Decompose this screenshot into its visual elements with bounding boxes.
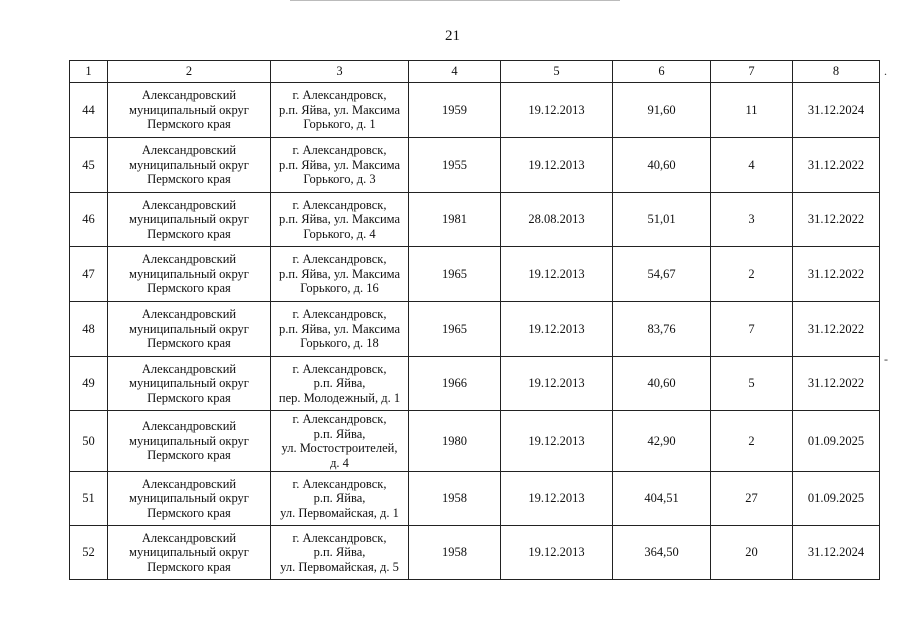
count-cell: 4 <box>711 138 793 193</box>
column-header: 5 <box>501 61 613 83</box>
owner-cell-line: Александровский <box>141 419 237 434</box>
owner-cell <box>108 472 271 526</box>
owner-cell-line: Александровский <box>141 252 237 267</box>
owner-cell-line: муниципальный округ <box>129 102 249 117</box>
owner-cell-line: Пермского края <box>147 226 231 241</box>
column-header: 4 <box>409 61 501 83</box>
address-cell-line: р.п. Яйва, ул. Максима <box>278 157 401 172</box>
address-cell <box>271 247 409 302</box>
date-cell: 19.12.2013 <box>501 411 613 472</box>
row-number: 50 <box>70 411 108 472</box>
address-cell-line: г. Александровск, <box>292 476 387 491</box>
count-cell: 11 <box>711 83 793 138</box>
deadline-cell: 31.12.2024 <box>793 83 880 138</box>
address-cell-line: Горького, д. 18 <box>300 336 379 351</box>
date-cell: 19.12.2013 <box>501 526 613 580</box>
year-cell: 1958 <box>409 472 501 526</box>
row-number: 45 <box>70 138 108 193</box>
date-cell: 19.12.2013 <box>501 247 613 302</box>
owner-cell-line: Пермского края <box>147 281 231 296</box>
year-cell: 1966 <box>409 357 501 411</box>
address-cell <box>271 83 409 138</box>
owner-cell <box>108 138 271 193</box>
table-row <box>70 302 880 357</box>
address-cell-line: пер. Молодежный, д. 1 <box>278 390 401 405</box>
owner-cell-line: Пермского края <box>147 390 231 405</box>
date-cell: 19.12.2013 <box>501 472 613 526</box>
address-cell <box>271 472 409 526</box>
owner-cell <box>108 526 271 580</box>
row-number: 48 <box>70 302 108 357</box>
count-cell: 7 <box>711 302 793 357</box>
deadline-cell: 31.12.2024 <box>793 526 880 580</box>
address-cell-line: Горького, д. 3 <box>303 172 376 187</box>
address-cell-line: р.п. Яйва, <box>313 426 366 441</box>
year-cell: 1980 <box>409 411 501 472</box>
column-header: 2 <box>108 61 271 83</box>
column-header: 7 <box>711 61 793 83</box>
column-header: 3 <box>271 61 409 83</box>
deadline-cell: 31.12.2022 <box>793 138 880 193</box>
owner-cell-line: муниципальный округ <box>129 376 249 391</box>
date-cell: 19.12.2013 <box>501 357 613 411</box>
address-cell-line: р.п. Яйва, ул. Максима <box>278 212 401 227</box>
date-cell: 28.08.2013 <box>501 193 613 247</box>
deadline-cell: 31.12.2022 <box>793 193 880 247</box>
address-cell-line: р.п. Яйва, <box>313 491 366 506</box>
owner-cell-line: Пермского края <box>147 448 231 463</box>
housing-table <box>69 60 880 580</box>
top-scan-rule <box>290 0 620 1</box>
address-cell-line: р.п. Яйва, <box>313 376 366 391</box>
area-cell: 364,50 <box>613 526 711 580</box>
deadline-cell: 31.12.2022 <box>793 357 880 411</box>
date-cell: 19.12.2013 <box>501 138 613 193</box>
address-cell-line: Горького, д. 16 <box>300 281 379 296</box>
address-cell-line: д. 4 <box>330 455 349 470</box>
owner-cell-line: Александровский <box>141 88 237 103</box>
deadline-cell: 31.12.2022 <box>793 247 880 302</box>
address-cell-line: г. Александровск, <box>292 412 387 426</box>
year-cell: 1958 <box>409 526 501 580</box>
count-cell: 2 <box>711 411 793 472</box>
owner-cell-line: Пермского края <box>147 336 231 351</box>
address-cell <box>271 193 409 247</box>
area-cell: 404,51 <box>613 472 711 526</box>
area-cell: 51,01 <box>613 193 711 247</box>
row-number: 44 <box>70 83 108 138</box>
table-row <box>70 193 880 247</box>
row-number: 49 <box>70 357 108 411</box>
area-cell: 42,90 <box>613 411 711 472</box>
address-cell-line: р.п. Яйва, ул. Максима <box>278 321 401 336</box>
table-row <box>70 357 880 411</box>
table-row <box>70 138 880 193</box>
table-row <box>70 472 880 526</box>
column-header: 6 <box>613 61 711 83</box>
owner-cell-line: Александровский <box>141 530 237 545</box>
area-cell: 40,60 <box>613 138 711 193</box>
owner-cell-line: муниципальный округ <box>129 491 249 506</box>
address-cell <box>271 302 409 357</box>
owner-cell <box>108 411 271 472</box>
owner-cell <box>108 83 271 138</box>
area-cell: 40,60 <box>613 357 711 411</box>
date-cell: 19.12.2013 <box>501 83 613 138</box>
address-cell-line: г. Александровск, <box>292 197 387 212</box>
margin-mark: - <box>884 352 888 366</box>
count-cell: 27 <box>711 472 793 526</box>
address-cell <box>271 411 409 472</box>
address-cell <box>271 526 409 580</box>
owner-cell <box>108 193 271 247</box>
owner-cell-line: муниципальный округ <box>129 433 249 448</box>
table-row <box>70 247 880 302</box>
column-header: 8 <box>793 61 880 83</box>
row-number: 47 <box>70 247 108 302</box>
area-cell: 91,60 <box>613 83 711 138</box>
table-row <box>70 411 880 472</box>
count-cell: 20 <box>711 526 793 580</box>
margin-mark: . <box>884 64 887 78</box>
year-cell: 1965 <box>409 302 501 357</box>
address-cell-line: ул. Мостостроителей, <box>281 441 398 455</box>
owner-cell-line: Александровский <box>141 361 237 376</box>
address-cell-line: г. Александровск, <box>292 143 387 158</box>
owner-cell-line: Пермского края <box>147 172 231 187</box>
page-number: 21 <box>445 28 460 44</box>
owner-cell-line: Александровский <box>141 476 237 491</box>
address-cell <box>271 138 409 193</box>
year-cell: 1965 <box>409 247 501 302</box>
deadline-cell: 01.09.2025 <box>793 411 880 472</box>
year-cell: 1981 <box>409 193 501 247</box>
date-cell: 19.12.2013 <box>501 302 613 357</box>
owner-cell-line: муниципальный округ <box>129 545 249 560</box>
owner-cell-line: муниципальный округ <box>129 266 249 281</box>
owner-cell-line: Александровский <box>141 143 237 158</box>
count-cell: 5 <box>711 357 793 411</box>
address-cell-line: ул. Первомайская, д. 5 <box>280 559 399 574</box>
header-row <box>70 61 880 83</box>
owner-cell <box>108 302 271 357</box>
row-number: 52 <box>70 526 108 580</box>
row-number: 51 <box>70 472 108 526</box>
address-cell-line: Горького, д. 4 <box>303 226 376 241</box>
table-row <box>70 83 880 138</box>
count-cell: 3 <box>711 193 793 247</box>
row-number: 46 <box>70 193 108 247</box>
address-cell-line: г. Александровск, <box>292 252 387 267</box>
owner-cell-line: Пермского края <box>147 559 231 574</box>
owner-cell <box>108 357 271 411</box>
area-cell: 83,76 <box>613 302 711 357</box>
owner-cell <box>108 247 271 302</box>
address-cell-line: г. Александровск, <box>292 361 387 376</box>
count-cell: 2 <box>711 247 793 302</box>
year-cell: 1959 <box>409 83 501 138</box>
address-cell-line: р.п. Яйва, ул. Максима <box>278 266 401 281</box>
owner-cell-line: муниципальный округ <box>129 212 249 227</box>
address-cell-line: ул. Первомайская, д. 1 <box>280 505 399 520</box>
address-cell-line: г. Александровск, <box>292 307 387 322</box>
address-cell <box>271 357 409 411</box>
deadline-cell: 01.09.2025 <box>793 472 880 526</box>
deadline-cell: 31.12.2022 <box>793 302 880 357</box>
owner-cell-line: Пермского края <box>147 505 231 520</box>
address-cell-line: г. Александровск, <box>292 88 387 103</box>
address-cell-line: г. Александровск, <box>292 530 387 545</box>
address-cell-line: Горького, д. 1 <box>303 117 376 132</box>
table-row <box>70 526 880 580</box>
column-header: 1 <box>70 61 108 83</box>
owner-cell-line: Александровский <box>141 307 237 322</box>
owner-cell-line: Александровский <box>141 197 237 212</box>
area-cell: 54,67 <box>613 247 711 302</box>
year-cell: 1955 <box>409 138 501 193</box>
owner-cell-line: муниципальный округ <box>129 321 249 336</box>
owner-cell-line: Пермского края <box>147 117 231 132</box>
address-cell-line: р.п. Яйва, <box>313 545 366 560</box>
owner-cell-line: муниципальный округ <box>129 157 249 172</box>
address-cell-line: р.п. Яйва, ул. Максима <box>278 102 401 117</box>
